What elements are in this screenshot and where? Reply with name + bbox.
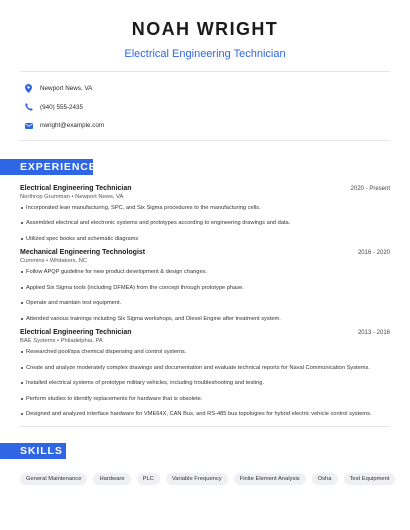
email-icon	[24, 121, 33, 130]
job-bullets	[20, 268, 390, 323]
skill-pill: Test Equipment	[344, 473, 396, 485]
skill-pill: PLC	[137, 473, 160, 485]
skills-heading: SKILLS	[0, 443, 66, 459]
phone-icon	[24, 103, 33, 112]
contact-phone	[24, 103, 410, 112]
skill-pill: Osha	[312, 473, 338, 485]
bullet-item: Researched pool/spa chemical dispensing and control systems.	[20, 348, 390, 356]
job-company: Northrop Grumman • Newport News, VA	[20, 193, 124, 200]
job-dates: 2013 - 2016	[357, 330, 390, 336]
bullet-item: Assembled electrical and electronic systems and prototypes according to engineering drawings and data.	[20, 219, 390, 227]
contact-phone-text: (940) 555-2435	[40, 103, 84, 111]
job-title: Electrical Engineering Technician	[20, 184, 132, 192]
contact-location	[24, 84, 410, 93]
divider	[20, 426, 390, 427]
resume-header	[0, 0, 410, 61]
job-dates: 2016 - 2020	[357, 250, 390, 256]
skill-pill: General Maintenance	[20, 473, 87, 485]
contact-email-text[interactable]: nwright@example.com	[40, 122, 105, 129]
job-dates: 2020 - Present	[350, 185, 390, 192]
skill-pill: Hardware	[93, 473, 130, 485]
job-entry	[0, 249, 410, 323]
divider	[20, 140, 390, 141]
job-bullets	[20, 348, 390, 418]
job-company: Cummins • Whitakers, NC	[20, 258, 88, 264]
skills-list	[0, 473, 410, 485]
job-company: BAE Systems • Philadelphia, PA	[20, 338, 103, 344]
bullet-item: Incorporated lean manufacturing, SPC, and Six Sigma procedures to the manufacturing cells.	[20, 204, 390, 212]
bullet-item: Installed electrical systems of prototype military vehicles, including troubleshooting and testing.	[20, 379, 390, 387]
candidate-title: Electrical Engineering Technician	[124, 48, 286, 60]
bullet-item: Applied Six Sigma tools (including DFMEA) from the concept through prototype phase.	[20, 284, 390, 292]
job-entry	[0, 185, 410, 243]
job-entry	[0, 329, 410, 418]
bullet-item: Perform studies to identify replacements for hardware that is obsolete.	[20, 395, 390, 403]
job-title: Electrical Engineering Technician	[20, 329, 132, 336]
bullet-item: Create and analyze moderately complex drawings and documentation and evaluate technical reports for Naval Communication Systems.	[20, 364, 390, 372]
contact-location-text: Newport News, VA	[40, 85, 93, 92]
skill-pill: Finite Element Analysis	[234, 473, 306, 485]
contact-list	[0, 72, 410, 130]
bullet-item: Follow APQP guideline for new product development & design changes.	[20, 268, 390, 276]
bullet-item: Designed and analyzed interface hardware for VME64X, CAN Bus, and RS-485 bus topologies for hybrid electric vehicle control systems.	[20, 410, 390, 418]
candidate-name: NOAH WRIGHT	[131, 19, 279, 39]
location-pin-icon	[24, 84, 33, 93]
experience-heading: EXPERIENCE	[0, 159, 93, 175]
bullet-item: Attended various trainings including Six Sigma workshops, and Diesel Engine after treatment system.	[20, 315, 390, 323]
bullet-item: Operate and maintain test equipment.	[20, 299, 390, 307]
skill-pill: Variable Frequency	[166, 473, 228, 485]
job-bullets	[20, 204, 390, 243]
contact-email[interactable]	[24, 121, 410, 130]
bullet-item: Utilized spec books and schematic diagrams	[20, 235, 390, 243]
job-title: Mechanical Engineering Technologist	[20, 249, 146, 256]
